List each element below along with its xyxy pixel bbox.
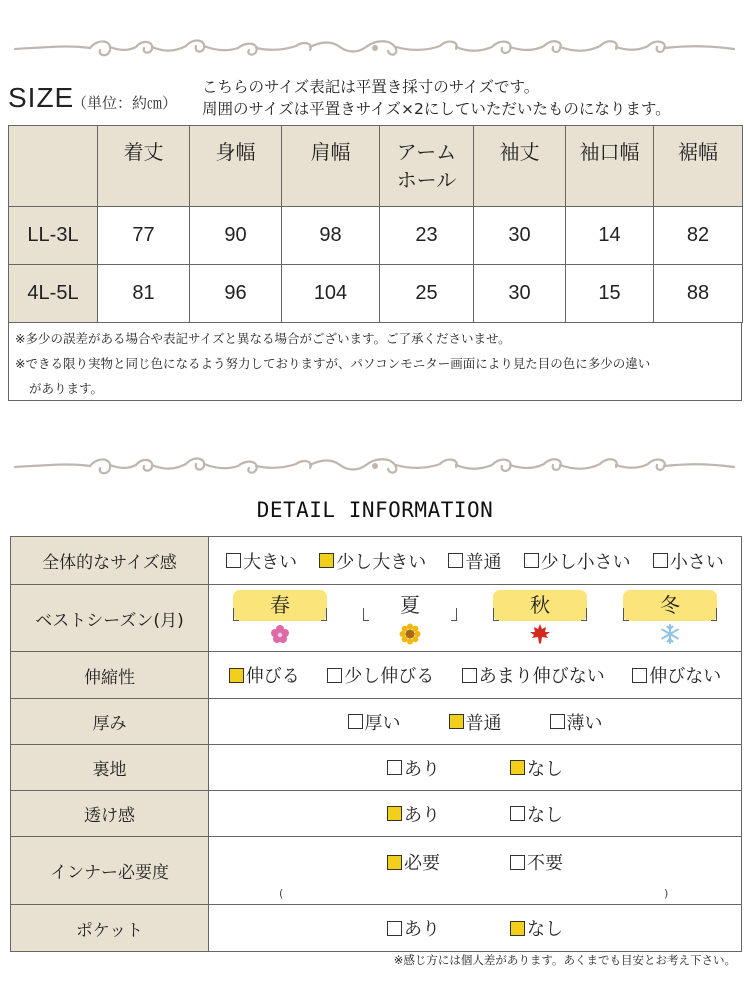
sunflower-icon: [363, 621, 457, 647]
option-label: なし: [527, 804, 563, 826]
season-options: [209, 585, 741, 651]
option-small: [653, 548, 724, 574]
option-normal-thickness: [449, 709, 502, 735]
table-cell: 90: [190, 207, 282, 265]
option-thin: [550, 709, 603, 735]
row-label: 透け感: [11, 791, 209, 836]
size-note-tolerance: ※多少の誤差がある場合や表記サイズと異なる場合がございます。ご了承くださいませ。: [15, 331, 511, 346]
column-header-armhole: アーム ホール: [380, 126, 474, 207]
option-label: 伸びない: [649, 666, 722, 687]
stretch-options: [209, 652, 741, 698]
checkbox-icon: [226, 553, 241, 568]
option-label: 必要: [404, 853, 440, 874]
row-label: 厚み: [11, 699, 209, 744]
size-notes: [8, 322, 742, 401]
table-cell: 23: [380, 207, 474, 265]
option-label: 大きい: [243, 551, 298, 573]
table-cell: 25: [380, 265, 474, 323]
option-label: 少し伸びる: [344, 666, 435, 687]
option-large: [226, 548, 297, 574]
inner-options: [209, 837, 741, 904]
detail-row-inner: [11, 837, 741, 905]
row-label: 伸縮性: [11, 652, 209, 698]
option-label: あり: [404, 804, 440, 826]
option-slightly-stretches: [327, 662, 434, 688]
season-label: 春: [233, 590, 327, 621]
column-header-sleeve-length: 袖丈: [474, 126, 566, 207]
season-spring: [233, 590, 327, 647]
checked-box-icon: [510, 760, 525, 775]
size-label-4l-5l: 4L-5L: [9, 265, 98, 323]
maple-leaf-icon: [493, 621, 587, 647]
option-label: 厚い: [364, 712, 401, 734]
table-cell: 14: [566, 207, 654, 265]
row-label: 全体的なサイズ感: [11, 537, 209, 584]
column-header-cuff-width: 袖口幅: [566, 126, 654, 207]
size-table-corner: [9, 126, 98, 207]
season-summer: [363, 590, 457, 647]
column-header-length: 着丈: [98, 126, 190, 207]
size-note-line-2: 周囲のサイズは平置きサイズ×2にしていただいたものになります。: [202, 100, 671, 118]
footnote: ※感じ方には個人差があります。あくまでも目安とお考え下さい。: [393, 953, 736, 967]
option-pocket-yes: [387, 915, 440, 941]
detail-row-season: [11, 585, 741, 652]
size-note-color-cont: があります。: [29, 381, 104, 396]
checkbox-icon: [348, 714, 363, 729]
option-no-stretch: [632, 662, 721, 688]
checked-box-icon: [387, 806, 402, 821]
checkbox-icon: [510, 806, 525, 821]
row-label: ポケット: [11, 905, 209, 951]
size-note-line-1: こちらのサイズ表記は平置き採寸のサイズです。: [202, 78, 540, 96]
option-lining-no: [510, 755, 563, 781]
size-table: [8, 125, 743, 323]
size-title: SIZE: [8, 82, 75, 113]
lining-options: [209, 745, 741, 790]
table-cell: 82: [654, 207, 743, 265]
detail-row-stretch: [11, 652, 741, 699]
option-sheer-yes: [387, 801, 440, 827]
size-note: [202, 76, 671, 120]
table-cell: 81: [98, 265, 190, 323]
checkbox-icon: [510, 855, 525, 870]
detail-row-pocket: [11, 905, 741, 951]
option-label: あり: [404, 919, 440, 940]
snowflake-icon: [623, 621, 717, 647]
column-header-shoulder-width: 肩幅: [282, 126, 380, 207]
option-label: 少し大きい: [336, 551, 427, 573]
option-inner-unneeded: [510, 849, 563, 875]
table-cell: 77: [98, 207, 190, 265]
table-row: [9, 207, 743, 265]
column-header-body-width: 身幅: [190, 126, 282, 207]
sheer-options: [209, 791, 741, 836]
detail-row-lining: [11, 745, 741, 791]
table-cell: 30: [474, 265, 566, 323]
flower-icon: [233, 621, 327, 647]
season-winter: [623, 590, 717, 647]
pocket-options: [209, 905, 741, 951]
row-label: ベストシーズン(月): [11, 585, 209, 651]
table-cell: 30: [474, 207, 566, 265]
detail-row-thickness: [11, 699, 741, 745]
option-label: 少し小さい: [540, 551, 631, 573]
option-stretches: [229, 662, 300, 688]
detail-title: DETAIL INFORMATION: [256, 498, 494, 522]
size-note-color: ※できる限り実物と同じ色になるよう努力しておりますが、パソコンモニター画面により見た目の色に多少の違い: [15, 356, 651, 371]
option-lining-yes: [387, 755, 440, 781]
checked-box-icon: [510, 921, 525, 936]
option-label: あり: [404, 758, 440, 780]
row-label: 裏地: [11, 745, 209, 790]
option-label: 薄い: [566, 712, 603, 734]
option-label: 小さい: [669, 551, 724, 573]
table-row: [9, 265, 743, 323]
checkbox-icon: [632, 668, 647, 683]
option-label: なし: [527, 758, 563, 780]
checkbox-icon: [387, 921, 402, 936]
size-table-header-row: [9, 126, 743, 207]
season-autumn: [493, 590, 587, 647]
size-feel-options: [209, 537, 741, 584]
option-normal: [448, 548, 501, 574]
option-label: あまり伸びない: [478, 666, 605, 687]
checkbox-icon: [550, 714, 565, 729]
option-barely-stretches: [462, 662, 605, 688]
table-cell: 98: [282, 207, 380, 265]
table-cell: 88: [654, 265, 743, 323]
season-label: 冬: [623, 590, 717, 621]
checkbox-icon: [327, 668, 342, 683]
row-label: インナー必要度: [11, 837, 209, 904]
size-label-ll-3l: LL-3L: [9, 207, 98, 265]
checkbox-icon: [653, 553, 668, 568]
checked-box-icon: [387, 855, 402, 870]
season-label: 秋: [493, 590, 587, 621]
size-header: [8, 76, 748, 121]
option-label: 不要: [527, 853, 563, 874]
ornament-divider-top: [10, 33, 740, 63]
checkbox-icon: [524, 553, 539, 568]
checkbox-icon: [448, 553, 463, 568]
option-thick: [348, 709, 401, 735]
table-cell: 15: [566, 265, 654, 323]
size-unit-label: （単位：約㎝）: [72, 94, 178, 112]
option-inner-needed: [387, 849, 440, 875]
option-label: 伸びる: [245, 666, 300, 687]
table-cell: 104: [282, 265, 380, 323]
option-sheer-no: [510, 801, 563, 827]
checkbox-icon: [462, 668, 477, 683]
column-header-hem-width: 裾幅: [654, 126, 743, 207]
table-cell: 96: [190, 265, 282, 323]
detail-row-size-feel: [11, 537, 741, 585]
option-label: 普通: [465, 712, 502, 734]
option-label: 普通: [465, 551, 502, 573]
paren-open: (: [279, 887, 284, 900]
ornament-divider-middle: [10, 451, 740, 481]
checkbox-icon: [387, 760, 402, 775]
checked-box-icon: [449, 714, 464, 729]
option-pocket-no: [510, 915, 563, 941]
season-label: 夏: [400, 592, 420, 617]
paren-close: ): [664, 887, 669, 900]
thickness-options: [209, 699, 741, 744]
detail-row-sheer: [11, 791, 741, 837]
option-label: なし: [527, 919, 563, 940]
checked-box-icon: [319, 553, 334, 568]
checked-box-icon: [229, 668, 244, 683]
option-slightly-large: [319, 548, 426, 574]
option-slightly-small: [524, 548, 631, 574]
detail-table: [10, 536, 742, 952]
